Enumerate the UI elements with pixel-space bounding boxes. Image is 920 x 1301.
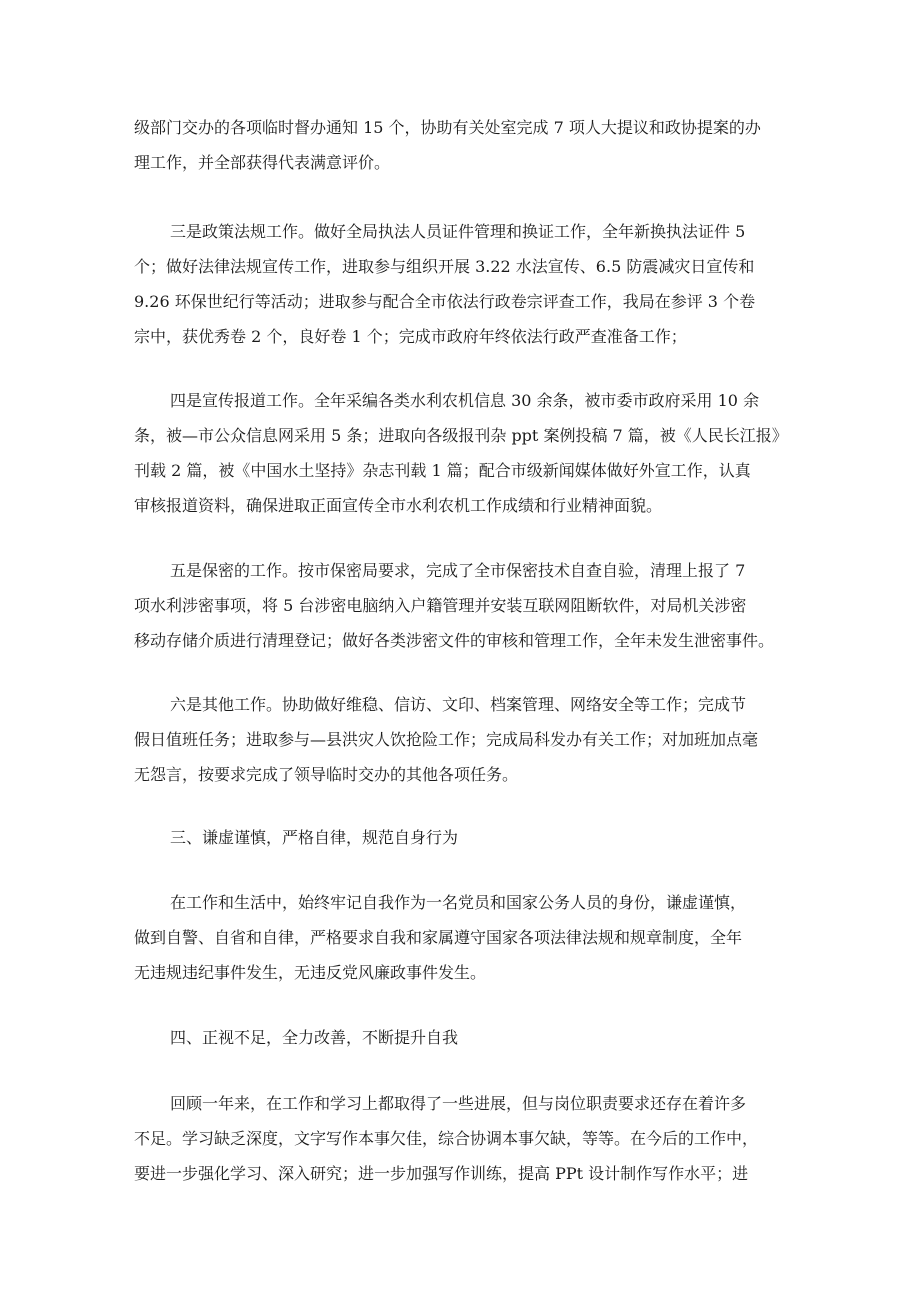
text-line: 五是保密的工作。按市保密局要求，完成了全市保密技术自查自验，清理上报了 7 — [170, 561, 746, 580]
text-line: 刊载 2 篇，被《中国水土坚持》杂志刊载 1 篇；配合市级新闻媒体做好外宣工作，认真 — [134, 461, 751, 480]
paragraph-policy-regulation — [134, 214, 794, 354]
text-line: 不足。学习缺乏深度，文字写作本事欠佳，综合协调本事欠缺，等等。在今后的工作中， — [134, 1129, 759, 1148]
text-line: 四是宣传报道工作。全年采编各类水利农机信息 30 余条，被市委市政府采用 10 余 — [170, 391, 760, 410]
paragraph-supervision-continued — [134, 110, 794, 180]
paragraph-review — [134, 1086, 794, 1191]
text-line: 条，被—市公众信息网采用 5 条；进取向各级报刊杂 ppt 案例投稿 7 篇，被《人民长江报》 — [134, 426, 788, 445]
section-heading-three — [134, 820, 794, 855]
text-line: 假日值班任务；进取参与—县洪灾人饮抢险工作；完成局科发办有关工作；对加班加点毫 — [134, 730, 759, 749]
text-line: 无违规违纪事件发生，无违反党风廉政事件发生。 — [134, 963, 487, 982]
text-line: 移动存储介质进行清理登记；做好各类涉密文件的审核和管理工作，全年未发生泄密事件。 — [134, 631, 775, 650]
section-heading: 三、谦虚谨慎，严格自律，规范自身行为 — [170, 828, 459, 847]
text-line: 理工作，并全部获得代表满意评价。 — [134, 153, 391, 172]
text-line: 审核报道资料，确保进取正面宣传全市水利农机工作成绩和行业精神面貌。 — [134, 496, 663, 515]
text-line: 三是政策法规工作。做好全局执法人员证件管理和换证工作，全年新换执法证件 5 — [170, 222, 746, 241]
paragraph-publicity-report — [134, 383, 794, 523]
text-line: 六是其他工作。协助做好维稳、信访、文印、档案管理、网络安全等工作；完成节 — [170, 695, 747, 714]
text-line: 要进一步强化学习、深入研究；进一步加强写作训练，提高 PPt 设计制作写作水平；进 — [134, 1164, 749, 1183]
paragraph-confidentiality — [134, 553, 794, 658]
paragraph-self-discipline — [134, 885, 794, 990]
text-line: 无怨言，按要求完成了领导临时交办的其他各项任务。 — [134, 765, 519, 784]
text-line: 级部门交办的各项临时督办通知 15 个，协助有关处室完成 7 项人大提议和政协提案的办 — [134, 118, 761, 137]
section-heading-four — [134, 1020, 794, 1055]
text-line: 9.26 环保世纪行等活动；进取参与配合全市依法行政卷宗评查工作，我局在参评 3 个卷 — [134, 292, 756, 311]
text-line: 在工作和生活中，始终牢记自我作为一名党员和国家公务人员的身份，谦虚谨慎， — [170, 893, 747, 912]
text-line: 宗中，获优秀卷 2 个，良好卷 1 个；完成市政府年终依法行政严查准备工作； — [134, 327, 687, 346]
paragraph-other-work — [134, 687, 794, 792]
text-line: 项水利涉密事项，将 5 台涉密电脑纳入户籍管理并安装互联网阻断软件，对局机关涉密 — [134, 596, 747, 615]
text-line: 做到自警、自省和自律，严格要求自我和家属遵守国家各项法律法规和规章制度，全年 — [134, 928, 743, 947]
text-line: 回顾一年来，在工作和学习上都取得了一些进展，但与岗位职责要求还存在着许多 — [170, 1094, 747, 1113]
text-line: 个；做好法律法规宣传工作，进取参与组织开展 3.22 水法宣传、6.5 防震减灾日宣传和 — [134, 257, 755, 276]
section-heading: 四、正视不足，全力改善，不断提升自我 — [170, 1028, 459, 1047]
